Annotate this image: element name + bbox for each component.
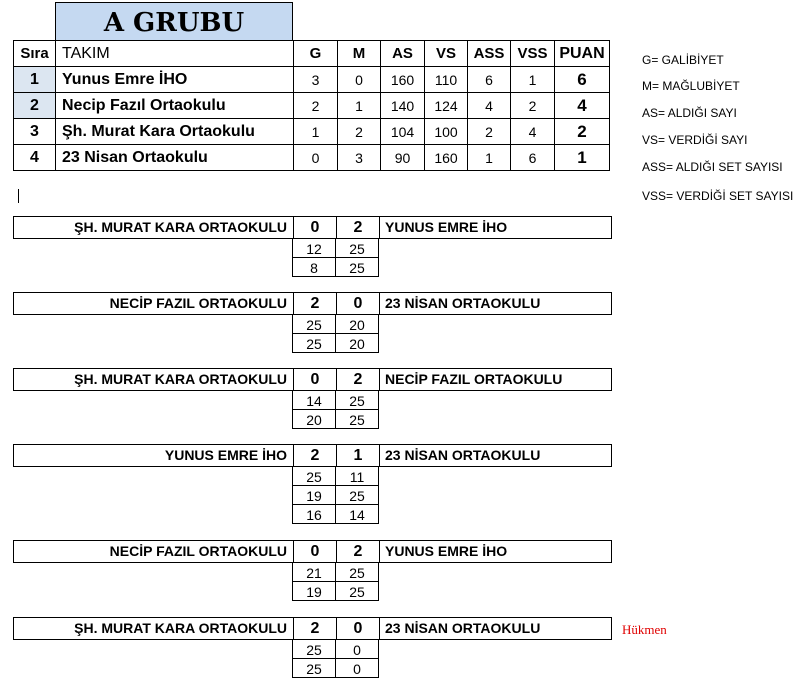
- away-sets: 2: [336, 368, 380, 391]
- set-away-score: 14: [335, 504, 379, 524]
- standings-header-row: [14, 41, 610, 67]
- rank-cell: 1: [14, 67, 56, 93]
- text-cursor: [18, 189, 19, 203]
- total-points-cell: 6: [555, 67, 610, 93]
- set-score-row: [292, 562, 380, 582]
- set-home-score: 14: [292, 390, 336, 410]
- header-m: M: [338, 41, 381, 67]
- away-sets: 2: [336, 216, 380, 239]
- points-scored-cell: 140: [381, 93, 425, 119]
- total-points-cell: 1: [555, 145, 610, 171]
- set-score-row: [292, 314, 380, 334]
- set-score-row: [292, 257, 380, 277]
- set-score-row: [292, 581, 380, 601]
- set-home-score: 25: [292, 658, 336, 678]
- set-away-score: 25: [335, 238, 379, 258]
- points-scored-cell: 160: [381, 67, 425, 93]
- sets-won-cell: 4: [468, 93, 511, 119]
- points-conceded-cell: 124: [425, 93, 468, 119]
- set-home-score: 20: [292, 409, 336, 429]
- set-home-score: 8: [292, 257, 336, 277]
- points-conceded-cell: 160: [425, 145, 468, 171]
- set-home-score: 16: [292, 504, 336, 524]
- set-home-score: 25: [292, 639, 336, 659]
- away-sets: 2: [336, 540, 380, 563]
- set-score-row: [292, 409, 380, 429]
- match-row: [13, 540, 612, 563]
- home-sets: 0: [293, 216, 337, 239]
- header-rank: Sıra: [14, 41, 56, 67]
- away-team: NECİP FAZIL ORTAOKULU: [385, 371, 563, 387]
- set-away-score: 20: [335, 333, 379, 353]
- set-score-row: [292, 238, 380, 258]
- legend-as: AS= ALDIĞI SAYI: [642, 106, 737, 120]
- sets-won-cell: 1: [468, 145, 511, 171]
- set-score-row: [292, 333, 380, 353]
- points-scored-cell: 90: [381, 145, 425, 171]
- sets-won-cell: 2: [468, 119, 511, 145]
- total-points-cell: 2: [555, 119, 610, 145]
- header-vs: VS: [425, 41, 468, 67]
- set-score-row: [292, 466, 380, 486]
- legend-vss: VSS= VERDİĞİ SET SAYISI: [642, 189, 794, 203]
- team-cell: Yunus Emre İHO: [56, 67, 294, 93]
- set-away-score: 20: [335, 314, 379, 334]
- set-away-score: 25: [335, 409, 379, 429]
- standings-table: [13, 40, 610, 171]
- legend-m: M= MAĞLUBİYET: [642, 79, 740, 93]
- set-home-score: 25: [292, 333, 336, 353]
- set-away-score: 0: [335, 658, 379, 678]
- home-sets: 2: [293, 444, 337, 467]
- rank-cell: 2: [14, 93, 56, 119]
- away-team: YUNUS EMRE İHO: [385, 219, 508, 235]
- away-sets: 1: [336, 444, 380, 467]
- rank-cell: 4: [14, 145, 56, 171]
- standings-row: [14, 93, 610, 119]
- set-away-score: 0: [335, 639, 379, 659]
- sets-lost-cell: 2: [511, 93, 555, 119]
- standings-row: [14, 67, 610, 93]
- home-team: ŞH. MURAT KARA ORTAOKULU: [74, 371, 287, 387]
- set-away-score: 25: [335, 485, 379, 505]
- wins-cell: 2: [294, 93, 338, 119]
- home-team: ŞH. MURAT KARA ORTAOKULU: [74, 620, 287, 636]
- header-ass: ASS: [468, 41, 511, 67]
- away-sets: 0: [336, 292, 380, 315]
- total-points-cell: 4: [555, 93, 610, 119]
- match-row: [13, 292, 612, 315]
- header-vss: VSS: [511, 41, 555, 67]
- set-home-score: 12: [292, 238, 336, 258]
- home-team: YUNUS EMRE İHO: [164, 447, 287, 463]
- set-away-score: 25: [335, 257, 379, 277]
- legend-g: G= GALİBİYET: [642, 53, 724, 67]
- team-cell: 23 Nisan Ortaokulu: [56, 145, 294, 171]
- header-team: TAKIM: [56, 41, 294, 67]
- sets-lost-cell: 6: [511, 145, 555, 171]
- sets-lost-cell: 4: [511, 119, 555, 145]
- set-away-score: 25: [335, 562, 379, 582]
- set-score-row: [292, 390, 380, 410]
- set-home-score: 25: [292, 466, 336, 486]
- set-away-score: 11: [335, 466, 379, 486]
- away-sets: 0: [336, 617, 380, 640]
- team-cell: Necip Fazıl Ortaokulu: [56, 93, 294, 119]
- match-row: [13, 368, 612, 391]
- set-home-score: 19: [292, 485, 336, 505]
- home-sets: 0: [293, 368, 337, 391]
- header-as: AS: [381, 41, 425, 67]
- match-row: [13, 617, 612, 640]
- points-conceded-cell: 110: [425, 67, 468, 93]
- home-sets: 2: [293, 617, 337, 640]
- wins-cell: 0: [294, 145, 338, 171]
- set-home-score: 19: [292, 581, 336, 601]
- home-team: NECİP FAZIL ORTAOKULU: [109, 295, 287, 311]
- match-row: [13, 444, 612, 467]
- away-team: YUNUS EMRE İHO: [385, 543, 508, 559]
- forfeit-note: Hükmen: [622, 622, 667, 637]
- home-team: ŞH. MURAT KARA ORTAOKULU: [74, 219, 287, 235]
- sets-won-cell: 6: [468, 67, 511, 93]
- losses-cell: 2: [338, 119, 381, 145]
- set-away-score: 25: [335, 581, 379, 601]
- group-title: A GRUBU: [55, 2, 293, 40]
- wins-cell: 3: [294, 67, 338, 93]
- set-score-row: [292, 504, 380, 524]
- match-row: [13, 216, 612, 239]
- away-team: 23 NİSAN ORTAOKULU: [385, 620, 541, 636]
- set-home-score: 21: [292, 562, 336, 582]
- home-team: NECİP FAZIL ORTAOKULU: [109, 543, 287, 559]
- away-team: 23 NİSAN ORTAOKULU: [385, 295, 541, 311]
- set-score-row: [292, 639, 380, 659]
- standings-row: [14, 119, 610, 145]
- losses-cell: 3: [338, 145, 381, 171]
- set-score-row: [292, 658, 380, 678]
- rank-cell: 3: [14, 119, 56, 145]
- wins-cell: 1: [294, 119, 338, 145]
- standings-row: [14, 145, 610, 171]
- sets-lost-cell: 1: [511, 67, 555, 93]
- legend-ass: ASS= ALDIĞI SET SAYISI: [642, 160, 783, 174]
- points-scored-cell: 104: [381, 119, 425, 145]
- away-team: 23 NİSAN ORTAOKULU: [385, 447, 541, 463]
- header-g: G: [294, 41, 338, 67]
- points-conceded-cell: 100: [425, 119, 468, 145]
- set-away-score: 25: [335, 390, 379, 410]
- home-sets: 0: [293, 540, 337, 563]
- team-cell: Şh. Murat Kara Ortaokulu: [56, 119, 294, 145]
- losses-cell: 0: [338, 67, 381, 93]
- header-points: PUAN: [555, 41, 610, 67]
- set-score-row: [292, 485, 380, 505]
- legend-vs: VS= VERDİĞİ SAYI: [642, 133, 748, 147]
- home-sets: 2: [293, 292, 337, 315]
- losses-cell: 1: [338, 93, 381, 119]
- set-home-score: 25: [292, 314, 336, 334]
